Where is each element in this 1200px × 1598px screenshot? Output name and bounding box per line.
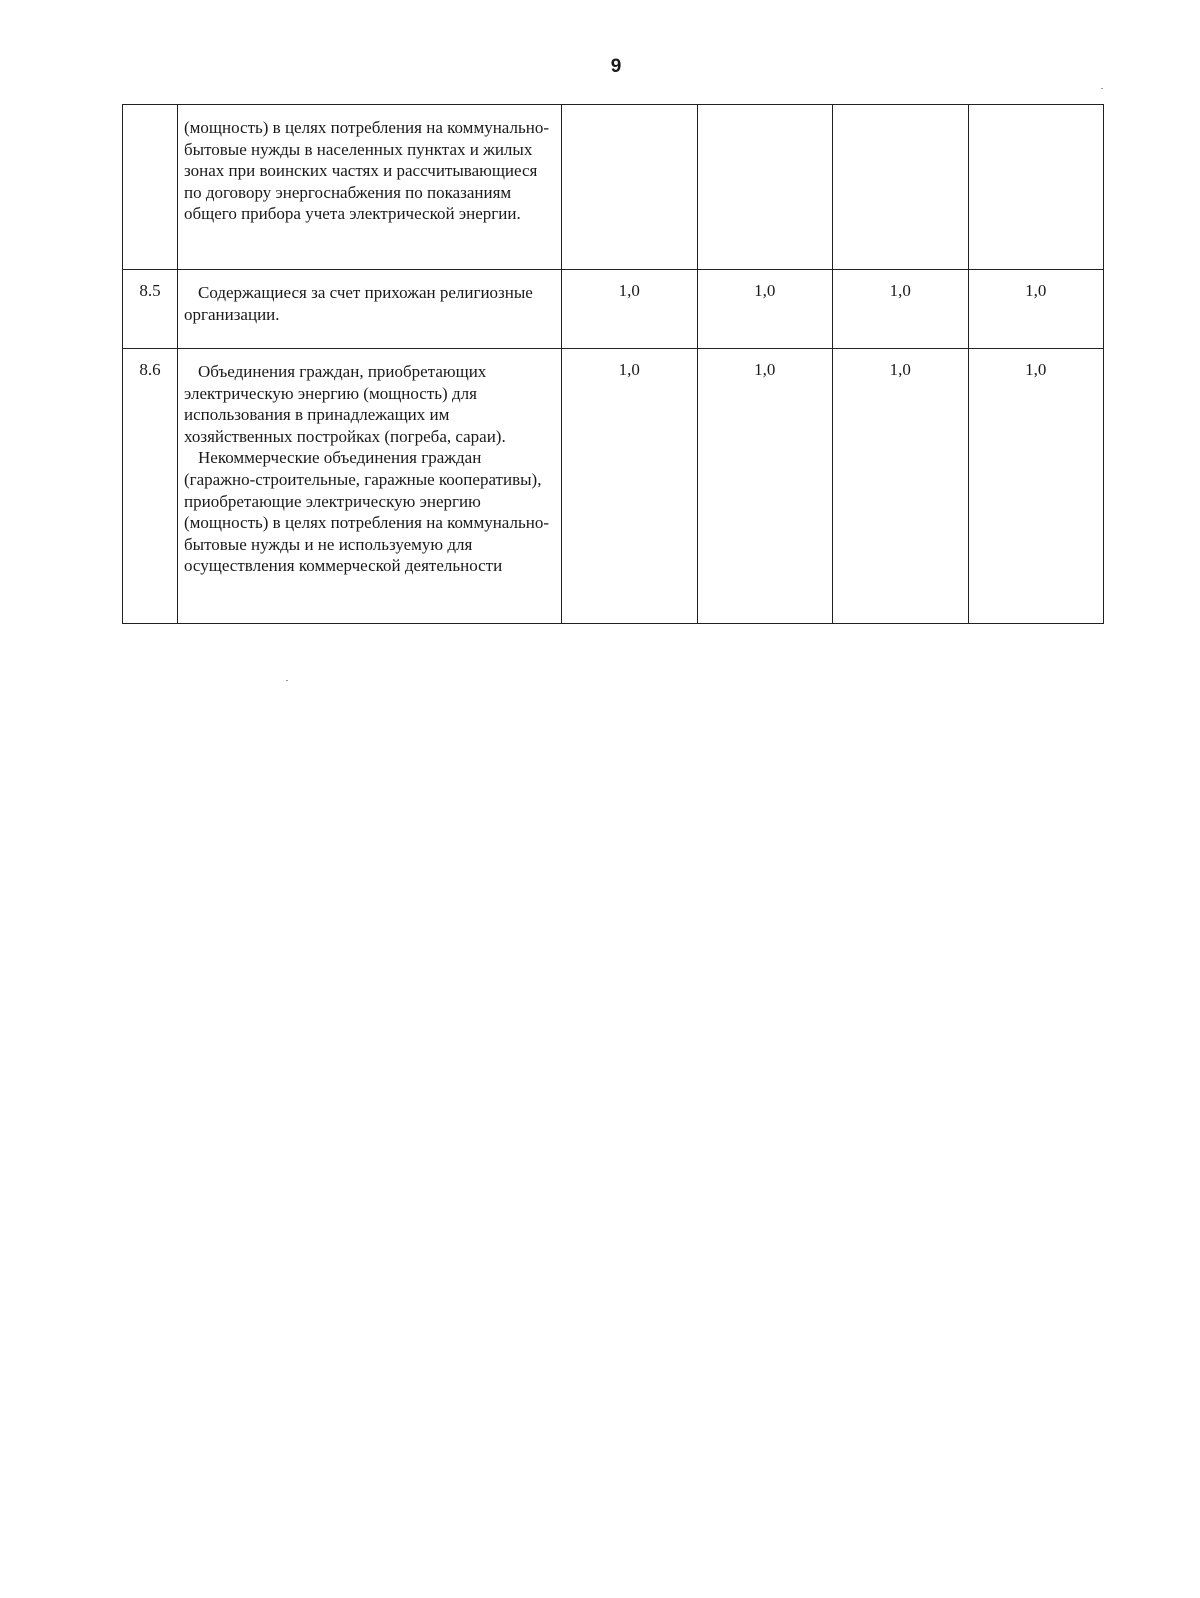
value-cell [562, 105, 698, 270]
scan-speck [1101, 88, 1103, 89]
table-row [123, 105, 1104, 270]
value-cell [833, 105, 969, 270]
description-paragraph: Содержащиеся за счет прихожан религиозные организации. [184, 283, 533, 324]
tariff-table [122, 104, 1104, 624]
scan-speck [286, 680, 288, 681]
row-number-cell [123, 105, 178, 270]
value-cell: 1,0 [562, 349, 698, 624]
value-cell: 1,0 [833, 270, 969, 349]
page-number: 9 [610, 56, 622, 77]
value-cell: 1,0 [833, 349, 969, 624]
description-paragraph: Объединения граждан, приобретающих электрическую энергию (мощность) для использования в принадлежащих им хозяйственных постройках (погреба, сараи). [184, 362, 506, 446]
value-cell: 1,0 [562, 270, 698, 349]
value-cell [697, 105, 833, 270]
row-description-cell [178, 349, 562, 624]
value-cell [968, 105, 1104, 270]
value-cell: 1,0 [968, 349, 1104, 624]
table-row [123, 349, 1104, 624]
value-cell: 1,0 [697, 270, 833, 349]
description-paragraph: Некоммерческие объединения граждан (гаражно-строительные, гаражные кооперативы), приобретающие электрическую энергию (мощность) в целях потребления на коммунально-бытовые нужды и не используемую для осуществления коммерческой деятельности [184, 448, 549, 576]
value-cell: 1,0 [968, 270, 1104, 349]
row-description-cell [178, 270, 562, 349]
value-cell: 1,0 [697, 349, 833, 624]
row-number-cell: 8.6 [123, 349, 178, 624]
description-paragraph: (мощность) в целях потребления на коммунально-бытовые нужды в населенных пунктах и жилых зонах при воинских частях и рассчитывающиеся по договору энергоснабжения по показаниям общего прибора учета электрической энергии. [184, 118, 549, 224]
table-row [123, 270, 1104, 349]
row-number-cell: 8.5 [123, 270, 178, 349]
row-description-cell [178, 105, 562, 270]
